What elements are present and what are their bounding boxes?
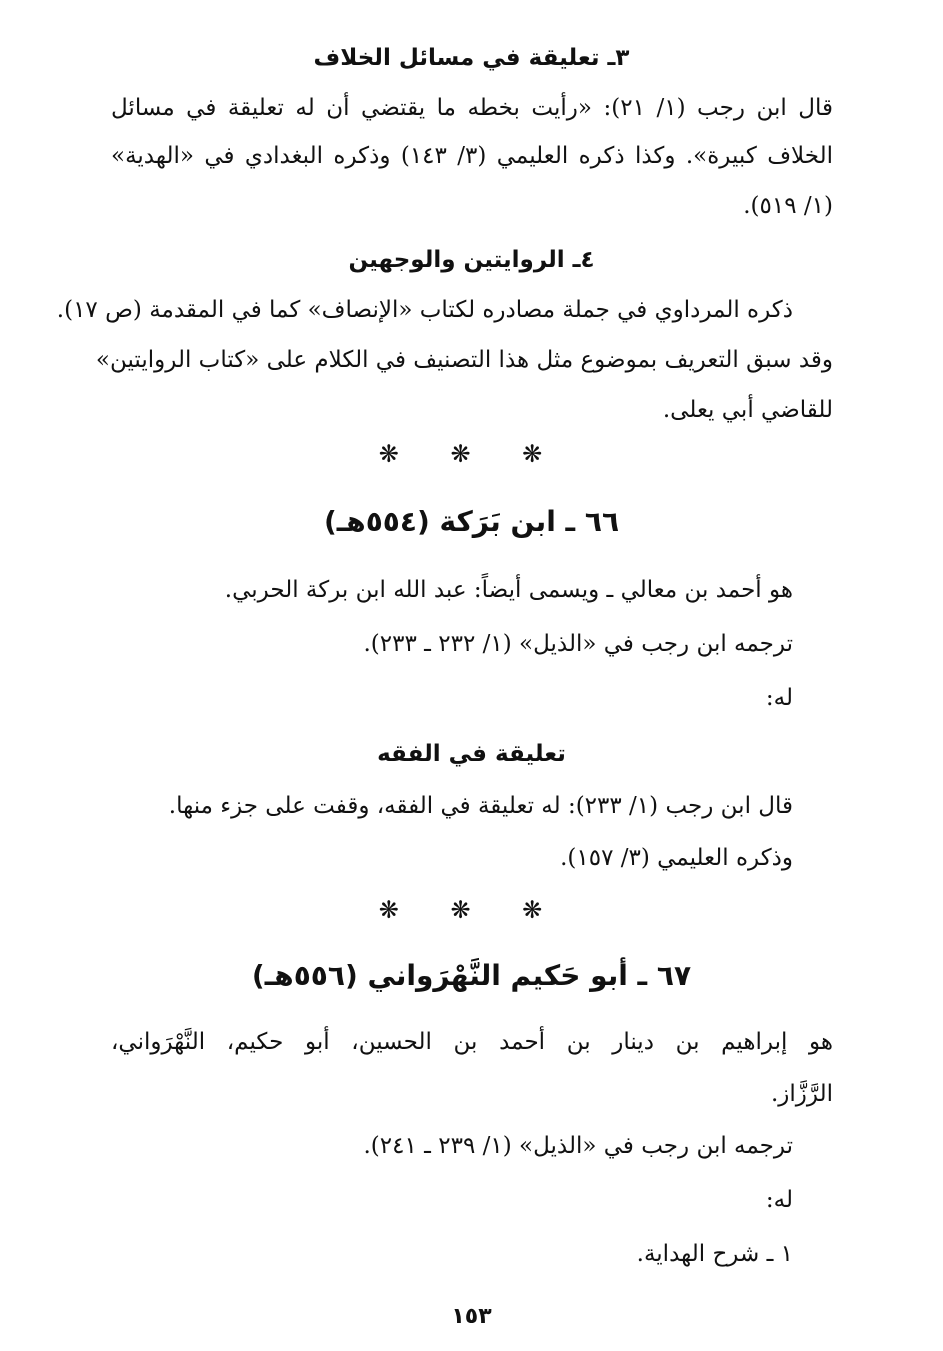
- section-heading-riwayatayn: ٤ـ الروايتين والوجهين: [348, 247, 595, 273]
- paragraph-line: هو أحمد بن معالي ـ ويسمى أيضاً: عبد الله ابن بركة الحربي.: [224, 577, 793, 603]
- paragraph-line: هو إبراهيم بن دينار بن أحمد بن الحسين، أبو حكيم، النَّهْرَواني،: [111, 1029, 833, 1055]
- paragraph-line: ذكره المرداوي في جملة مصادره لكتاب «الإنصاف» كما في المقدمة (ص ١٧).: [56, 297, 793, 323]
- paragraph-line: قال ابن رجب (١/ ٢١): «رأيت بخطه ما يقتضي أن له تعليقة في مسائل: [111, 95, 833, 121]
- paragraph-line: له:: [765, 1187, 793, 1213]
- paragraph-line: للقاضي أبي يعلى.: [662, 397, 833, 423]
- paragraph-line: قال ابن رجب (١/ ٢٣٣): له تعليقة في الفقه، وقفت على جزء منها.: [168, 793, 793, 819]
- paragraph-line: وذكره العليمي (٣/ ١٥٧).: [560, 845, 793, 871]
- section-separator: ❋ ❋ ❋: [378, 896, 565, 924]
- paragraph-line: الخلاف كبيرة». وكذا ذكره العليمي (٣/ ١٤٣) وذكره البغدادي في «الهدية»: [111, 143, 834, 169]
- list-item: ١ ـ شرح الهداية.: [636, 1241, 793, 1267]
- entry-title-67: ٦٧ ـ أبو حَكيم النَّهْرَواني (٥٥٦هـ): [251, 959, 692, 992]
- paragraph-line: وقد سبق التعريف بموضوع مثل هذا التصنيف في الكلام على «كتاب الروايتين»: [95, 347, 833, 373]
- entry-title-66: ٦٦ ـ ابن بَرَكة (٥٥٤هـ): [323, 505, 620, 538]
- paragraph-line: (١/ ٥١٩).: [743, 193, 833, 219]
- paragraph-line: الرَّزَّاز.: [770, 1081, 833, 1107]
- page-number: ١٥٣: [451, 1304, 492, 1329]
- section-separator: ❋ ❋ ❋: [378, 440, 565, 468]
- paragraph-line: ترجمه ابن رجب في «الذيل» (١/ ٢٣٩ ـ ٢٤١).: [363, 1133, 793, 1159]
- paragraph-line: له:: [765, 685, 793, 711]
- section-heading-khilaf: ٣ـ تعليقة في مسائل الخلاف: [313, 45, 630, 71]
- paragraph-line: ترجمه ابن رجب في «الذيل» (١/ ٢٣٢ ـ ٢٣٣).: [363, 631, 793, 657]
- work-heading-fiqh: تعليقة في الفقه: [377, 741, 566, 767]
